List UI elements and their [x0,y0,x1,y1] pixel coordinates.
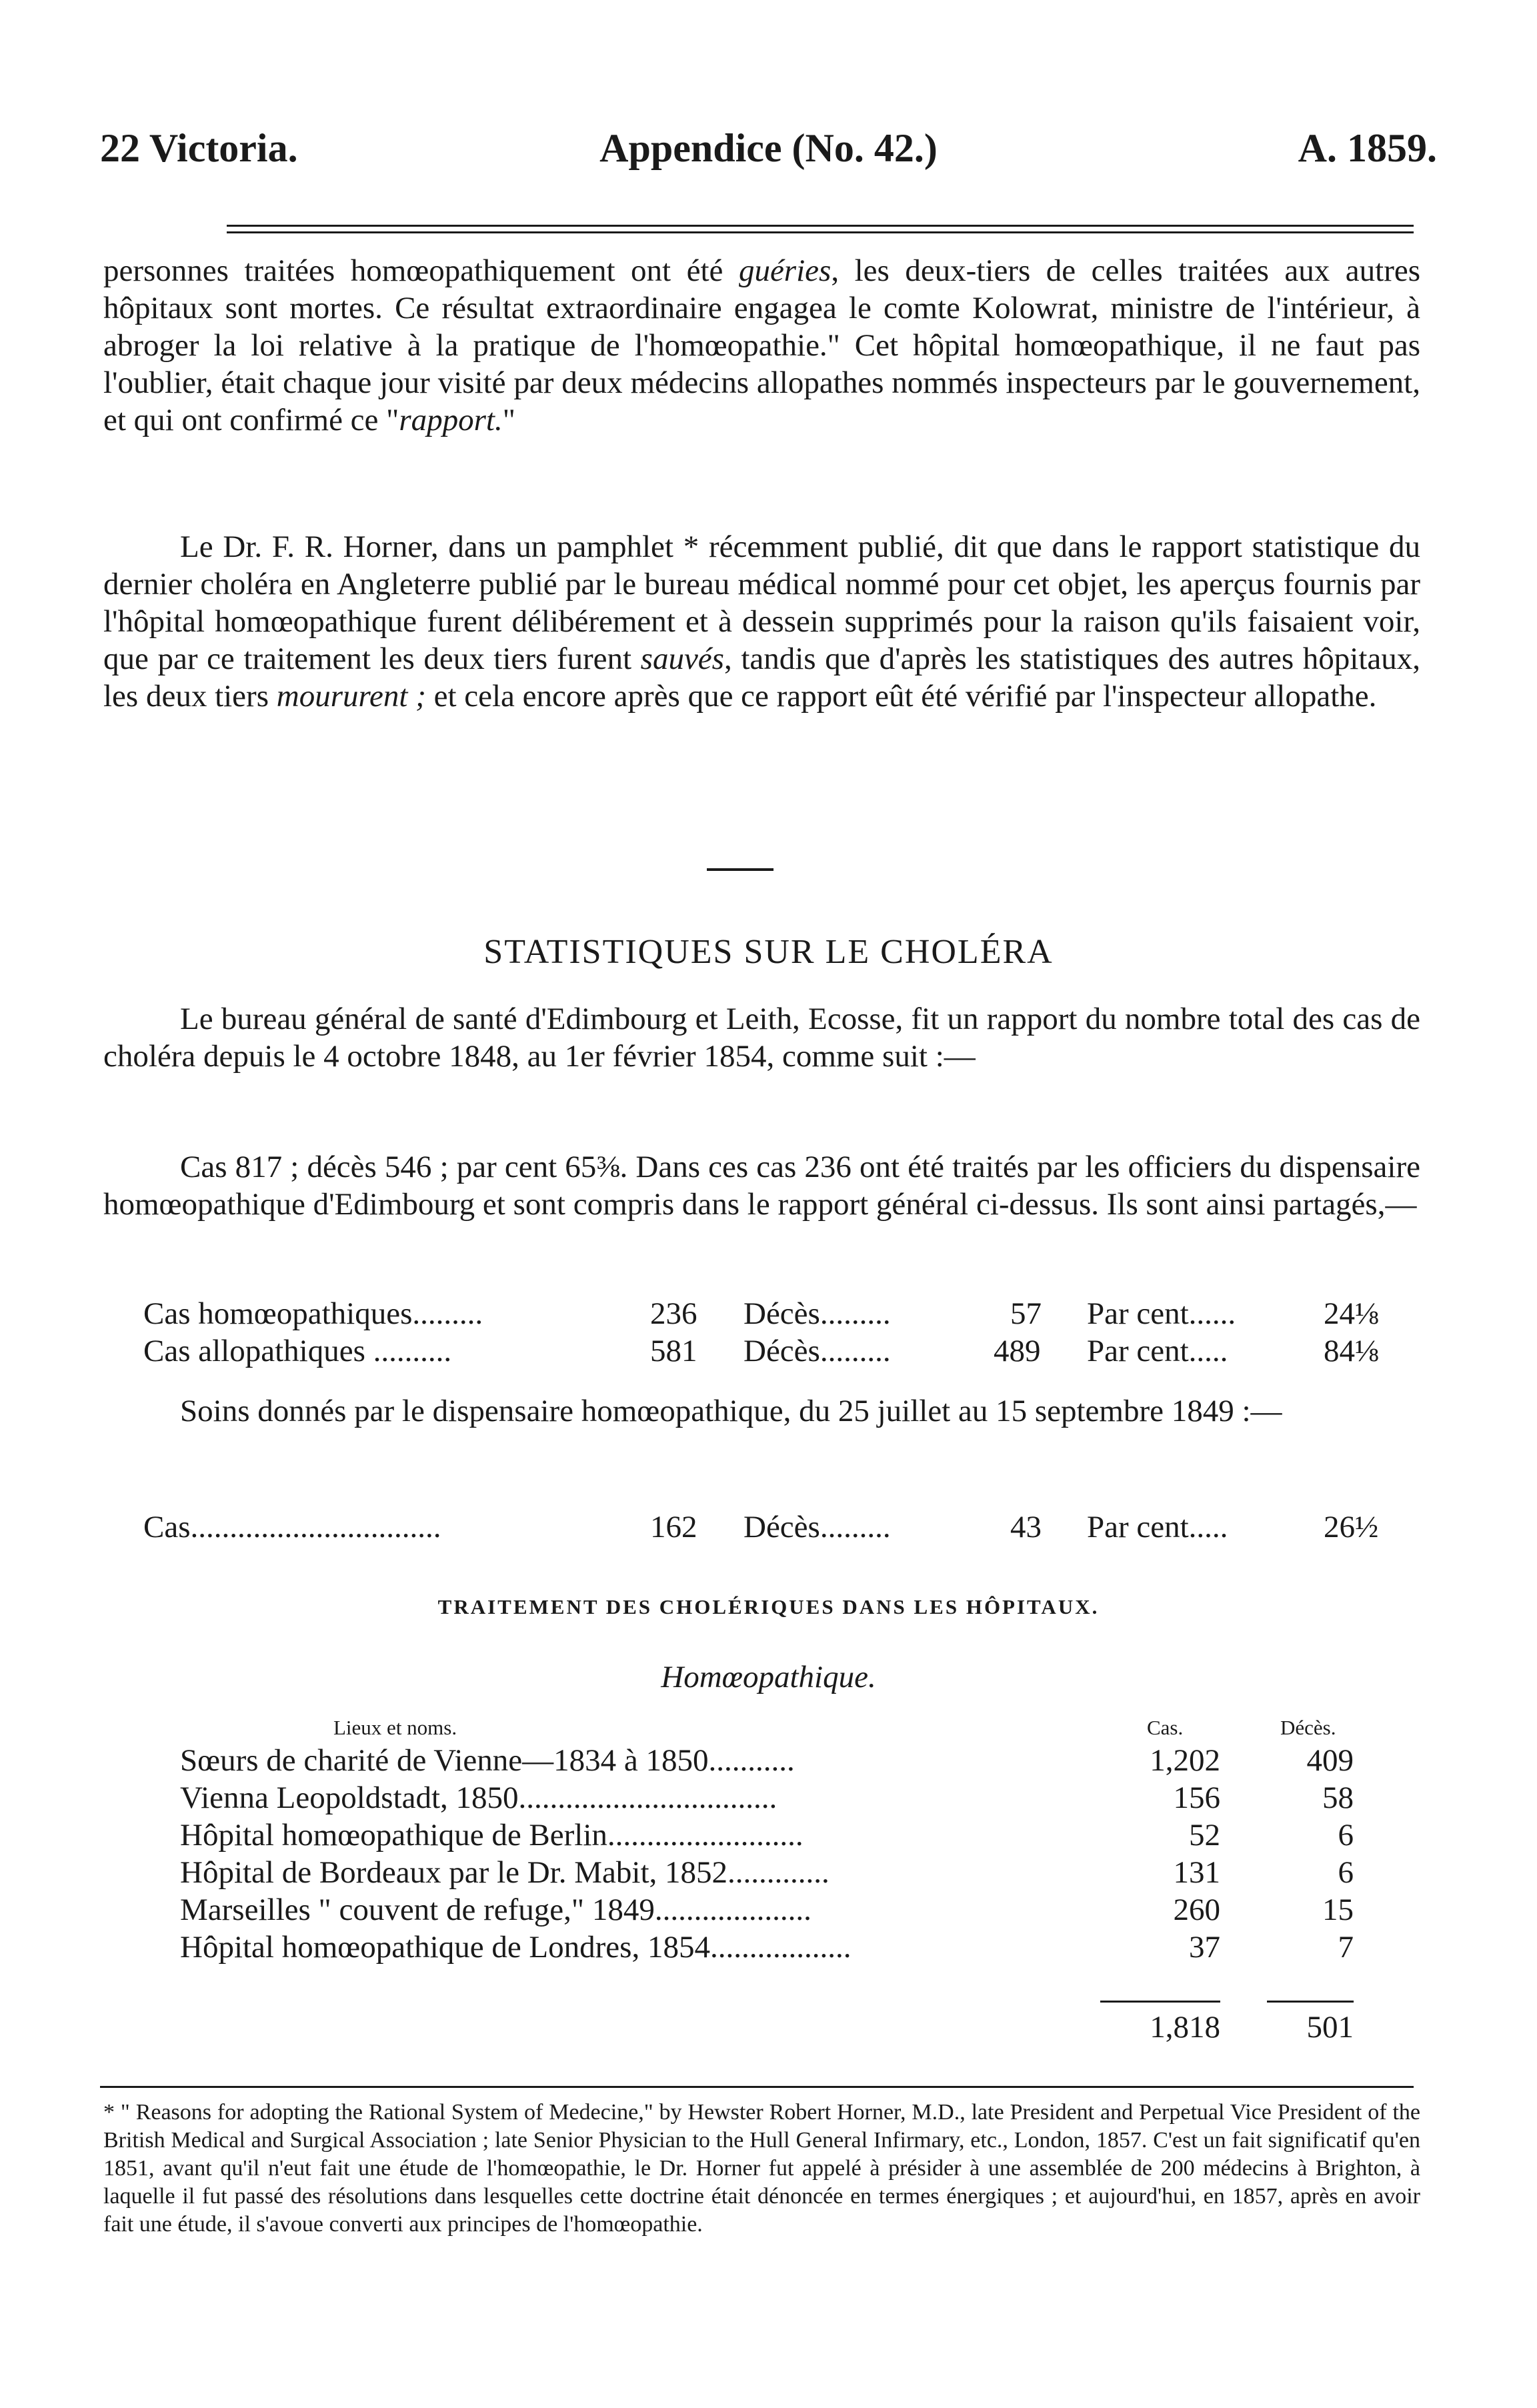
paragraph-4: Cas 817 ; décès 546 ; par cent 65⅜. Dans ces cas 236 ont été traités par les officiers du dispensaire homœopathique d'Edimbourg et sont compris dans le rapport général ci-dessus. Ils sont ainsi partagés,— [103,1150,1420,1222]
header-rule-bottom [227,231,1414,233]
stat-cases: 236 [650,1296,697,1331]
header-appendix: Appendice (No. 42.) [599,126,938,170]
table-cell-cases: 37 [1189,1930,1220,1965]
column-header-deaths: Décès. [1280,1716,1336,1739]
stat-pct-label: Par cent..... [1087,1510,1228,1544]
table-cell-place: Marseilles " couvent de refuge," 1849.................... [180,1893,812,1927]
stat-cases: 581 [650,1334,697,1368]
section-divider [707,868,774,871]
stat-cases: 162 [650,1510,697,1544]
stat-pct: 26½ [1324,1510,1379,1544]
stat-deaths-label: Décès......... [743,1510,891,1544]
table-cell-cases: 52 [1189,1818,1220,1853]
total-rule-deaths [1267,2001,1354,2003]
table-cell-deaths: 6 [1338,1818,1354,1853]
header-rule-top [227,225,1414,227]
table-cell-deaths: 7 [1338,1930,1354,1965]
table-cell-cases: 260 [1173,1893,1220,1927]
table-row [180,1891,1354,1929]
paragraph-3: Le bureau général de santé d'Edimbourg et Leith, Ecosse, fit un rapport du nombre total des cas de choléra depuis le 4 octobre 1848, au 1er février 1854, comme suit :— [103,1002,1420,1074]
footnote-rule [100,2086,1414,2088]
stat-label: Cas................................ [143,1510,441,1544]
stat-pct: 24⅛ [1324,1296,1379,1331]
table-cell-place: Hôpital de Bordeaux par le Dr. Mabit, 1852............. [180,1855,830,1890]
total-rule-cases [1100,2001,1220,2003]
stat-pct-label: Par cent..... [1087,1334,1228,1368]
stat-deaths-label: Décès......... [743,1296,891,1331]
stat-pct: 84⅛ [1324,1334,1379,1368]
paragraph-1: personnes traitées homœopathiquement ont été guéries, les deux-tiers de celles traitées aux autres hôpitaux sont mortes. Ce résultat extraordinaire engagea le comte Kolowrat, ministre de l'intérieur, à abroger la loi relative à la pratique de l'homœopathie." Cet hôpital homœopathique, il ne faut pas l'oublier, était chaque jour visité par deux médecins allopathes nommés inspecteurs par le gouvernement, et qui ont confirmé ce "rapport." [103,253,1420,437]
table-cell-cases: 131 [1173,1855,1220,1890]
column-header-place: Lieux et noms. [333,1716,457,1739]
column-header-cases: Cas. [1147,1716,1184,1739]
footnote: * " Reasons for adopting the Rational System of Medecine," by Hewster Robert Horner, M.D., late President and Perpetual Vice President of the British Medical and Surgical Association ; late Senior Physician to the Hull General Infirmary, etc., London, 1857. C'est un fait significatif qu'en 1851, avant qu'il n'eut fait une étude de l'homœopathie, le Dr. Horner fut appelé à présider à une assemblée de 200 médecins à Brighton, à laquelle il fut passé des résolutions dans lesquelles cette doctrine était dénoncée en termes énergiques ; et aujourd'hui, en 1857, après en avoir fait une étude, il s'avoue converti aux principes de l'homœopathie. [103,2100,1420,2237]
table-row [180,1742,1354,1779]
table-total-cases: 1,818 [1150,2010,1220,2045]
table-cell-place: Vienna Leopoldstadt, 1850................................. [180,1780,778,1815]
table-row [180,1929,1354,1966]
stat-deaths: 57 [1010,1296,1042,1331]
table-cell-deaths: 6 [1338,1855,1354,1890]
table-cell-deaths: 15 [1322,1893,1354,1927]
table-cell-cases: 156 [1173,1780,1220,1815]
stat-label: Cas homœopathiques......... [143,1296,483,1331]
table-total-deaths: 501 [1306,2010,1354,2045]
table-total-row [180,2009,1354,2046]
table-subheading: Homœopathique. [661,1660,876,1694]
stat-deaths: 489 [994,1334,1041,1368]
table-row [180,1854,1354,1891]
stat-deaths-label: Décès......... [743,1334,891,1368]
section-title: STATISTIQUES SUR LE CHOLÉRA [483,933,1054,971]
table-cell-place: Hôpital homœopathique de Berlin......................... [180,1818,804,1853]
paragraph-2: Le Dr. F. R. Horner, dans un pamphlet * récemment publié, dit que dans le rapport statistique du dernier choléra en Angleterre publié par le bureau médical nommé pour cet objet, les aperçus fournis par l'hôpital homœopathique furent délibérement et à dessein supprimés pour la raison qu'ils faisaient voir, que par ce traitement les deux tiers furent sauvés, tandis que d'après les statistiques des autres hôpitaux, les deux tiers moururent ; et cela encore après que ce rapport eût été vérifié par l'inspecteur allopathe. [103,529,1420,714]
table-cell-place: Hôpital homœopathique de Londres, 1854.................. [180,1930,852,1965]
table-cell-deaths: 409 [1306,1743,1354,1778]
stat-label: Cas allopathiques .......... [143,1334,452,1368]
header-year: A. 1859. [1298,126,1437,170]
stat-pct-label: Par cent...... [1087,1296,1236,1331]
paragraph-5: Soins donnés par le dispensaire homœopathique, du 25 juillet au 15 septembre 1849 :— [180,1394,1282,1428]
table-cell-cases: 1,202 [1150,1743,1220,1778]
table-cell-place: Sœurs de charité de Vienne—1834 à 1850........... [180,1743,795,1778]
stat-deaths: 43 [1010,1510,1042,1544]
header-session: 22 Victoria. [100,126,298,170]
table-row [180,1779,1354,1817]
table-heading: TRAITEMENT DES CHOLÉRIQUES DANS LES HÔPITAUX. [437,1595,1100,1618]
table-cell-deaths: 58 [1322,1780,1354,1815]
table-row [180,1817,1354,1854]
page-header [100,125,1437,199]
